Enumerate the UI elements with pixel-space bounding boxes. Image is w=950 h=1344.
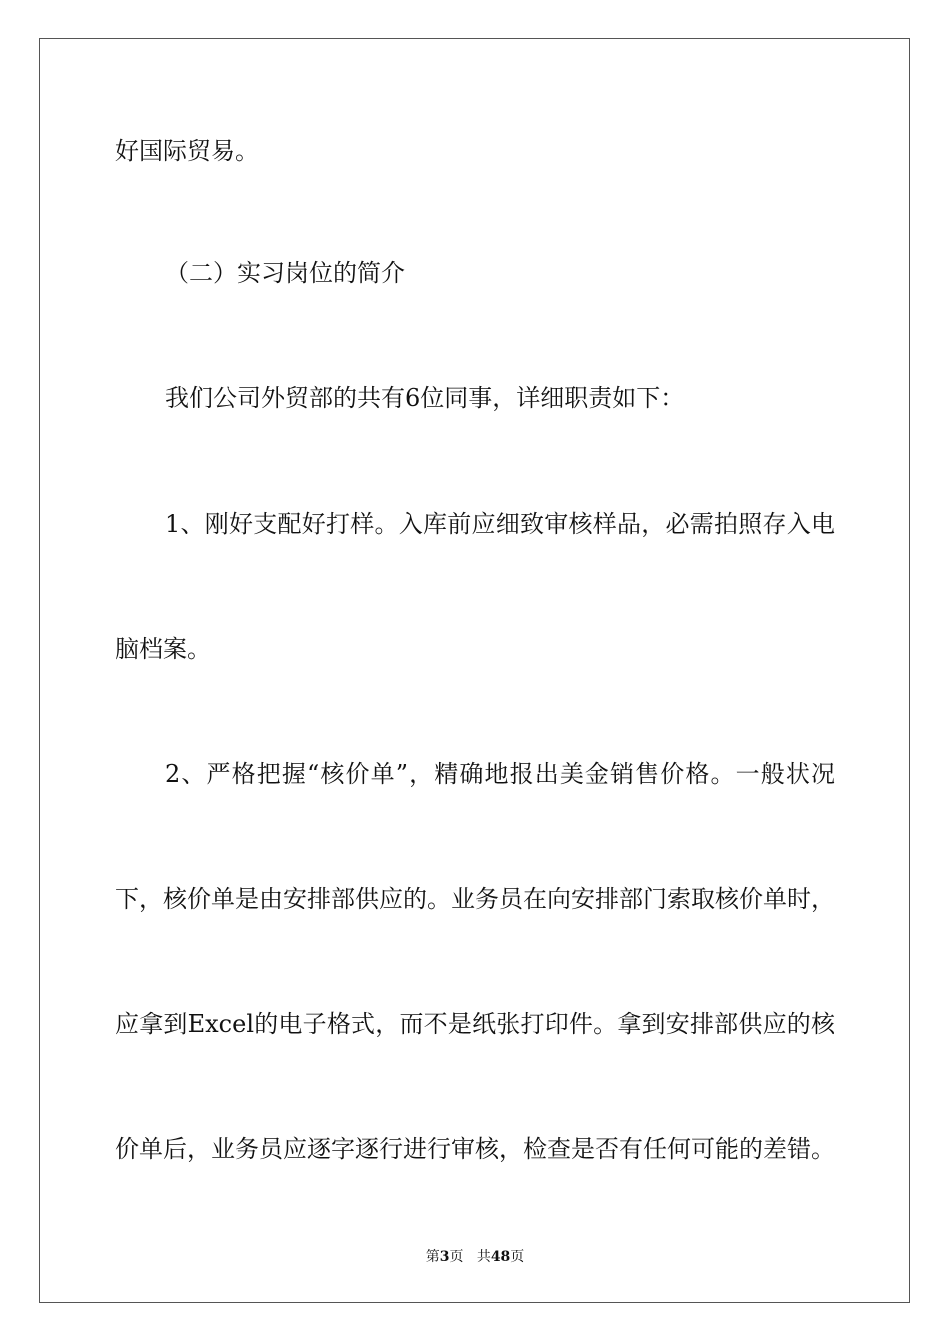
total-pages: 48 [490,1249,511,1265]
text-line: 2、严格把握“核价单”，精确地报出美金销售价格。一般状况 [165,760,835,788]
footer-total-unit: 页 [510,1249,525,1265]
text-line: 价单后，业务员应逐字逐行进行审核，检查是否有任何可能的差错。 [115,1135,835,1163]
page-footer [0,1248,950,1266]
footer-page-unit: 页 [449,1249,464,1265]
page-border [39,38,910,1303]
section-heading: （二）实习岗位的简介 [165,259,405,287]
text-line: 应拿到Excel的电子格式，而不是纸张打印件。拿到安排部供应的核 [115,1010,835,1038]
text-line: 脑档案。 [115,635,211,663]
text-line: 1、刚好支配好打样。入库前应细致审核样品，必需拍照存入电 [165,510,835,538]
text-line: 下，核价单是由安排部供应的。业务员在向安排部门索取核价单时， [115,885,835,913]
page-number: 3 [439,1249,450,1265]
footer-total-prefix: 共 [476,1249,491,1265]
footer-prefix: 第 [425,1249,440,1265]
text-line: 我们公司外贸部的共有6位同事，详细职责如下： [165,384,685,412]
text-line: 好国际贸易。 [115,137,259,165]
